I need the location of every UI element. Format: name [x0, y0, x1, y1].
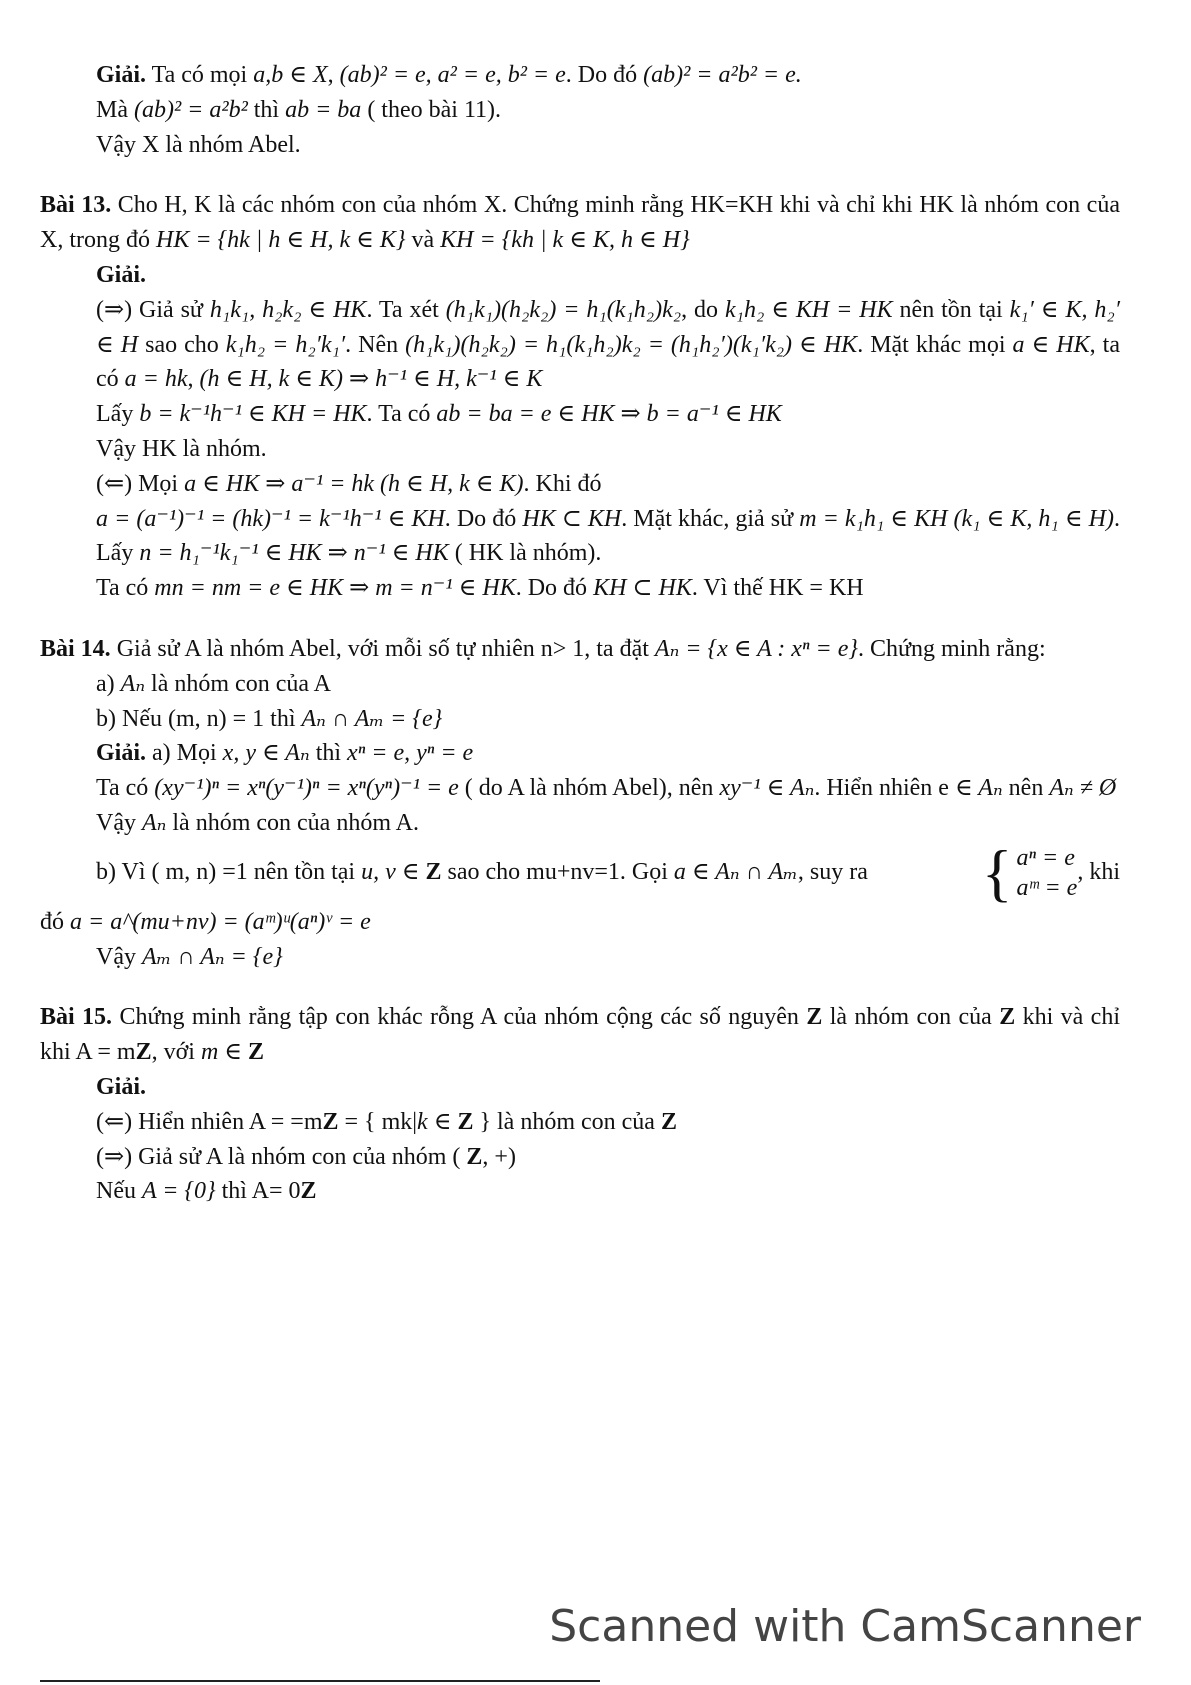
text-run: . Lấy: [96, 505, 1120, 567]
text-run: . Do đó: [515, 575, 594, 602]
text-run: Nếu: [96, 1178, 142, 1205]
bold-text: Giải.: [96, 1073, 147, 1100]
text-run: thì: [247, 96, 286, 123]
text-run: . Khi đó: [523, 470, 602, 497]
bold-text: Z: [999, 1004, 1016, 1031]
math-expression: HK = {hk | h ∈ H, k ∈ K}: [156, 227, 406, 254]
text-run: Lấy: [96, 401, 140, 428]
math-expression: ab = ba: [285, 96, 362, 123]
text-run: , +): [482, 1143, 516, 1170]
math-expression: Aₙ ∩ Aₘ = {e}: [301, 705, 443, 732]
math-expression: a ∈ Aₙ ∩ Aₘ: [673, 859, 798, 886]
text-run: thì: [309, 740, 348, 767]
system-line-tail: , khi: [1077, 859, 1120, 886]
text-run: Chứng minh rằng tập con khác rỗng A của nhóm cộng các số nguyên: [112, 1004, 807, 1031]
text-run: Ta có: [96, 575, 155, 602]
text-line: [40, 940, 1120, 975]
paragraph-gap: [40, 974, 1120, 1000]
text-line: [40, 632, 1120, 667]
text-run: nên: [1002, 775, 1050, 802]
text-run: = { mk|: [338, 1108, 418, 1135]
math-expression: (h₁k₁)(h₂k₂) = h₁(k₁h₂)k₂ = (h₁h₂′)(k₁′k₂) ∈ HK: [405, 331, 858, 358]
text-line: [40, 1105, 1120, 1140]
text-run: Giả sử A là nhóm Abel, với mỗi số tự nhiên n> 1, ta đặt: [110, 635, 655, 662]
text-run: . Mặt khác, giả sử: [621, 505, 800, 532]
math-expression: (ab)² = a²b² = e.: [643, 62, 802, 88]
text-run: và: [405, 227, 441, 254]
math-expression: HK ⊂ KH: [522, 505, 622, 532]
system-eq-1: aⁿ = e: [1016, 844, 1075, 871]
text-run: (⇐) Hiển nhiên A = =m: [96, 1108, 323, 1135]
text-line: [40, 397, 1120, 432]
text-run: (⇐) Mọi: [96, 470, 185, 497]
text-run: đó: [40, 908, 70, 935]
bold-text: Z: [322, 1108, 339, 1135]
text-run: sao cho: [138, 331, 226, 358]
system-eq-2: aᵐ = e: [1016, 874, 1078, 901]
math-expression: x, y ∈ Aₙ: [222, 740, 310, 767]
math-expression: KH = {kh | k ∈ K, h ∈ H}: [440, 227, 690, 254]
text-line: [40, 806, 1120, 841]
text-line: [40, 1000, 1120, 1070]
bold-text: Z: [660, 1108, 677, 1135]
text-run: , với: [151, 1039, 201, 1066]
text-run: . Ta xét: [366, 296, 446, 323]
system-line-text: [96, 855, 982, 890]
math-expression: Aₙ: [120, 670, 146, 697]
bold-text: Z: [135, 1039, 152, 1066]
math-expression: Aₘ ∩ Aₙ = {e}: [141, 943, 283, 970]
text-line: [40, 736, 1120, 771]
bold-text: Z: [466, 1143, 483, 1170]
math-expression: mn = nm = e ∈ HK ⇒ m = n⁻¹ ∈ HK: [154, 575, 516, 602]
text-run: , ta có: [96, 331, 1120, 393]
text-line: [40, 571, 1120, 606]
math-expression: (h₁k₁)(h₂k₂) = h₁(k₁h₂)k₂: [445, 296, 682, 323]
text-run: Vậy: [96, 809, 142, 836]
math-expression: Aₙ = {x ∈ A : xⁿ = e}: [654, 635, 858, 662]
text-line: [40, 128, 1120, 163]
math-expression: (ab)² = a²b²: [134, 96, 248, 123]
math-expression: k ∈: [417, 1108, 458, 1135]
text-line: [40, 293, 1120, 397]
text-run: là nhóm con của A: [145, 670, 331, 697]
bold-text: Giải.: [96, 261, 147, 288]
math-expression: (h ∈ H, k ∈ K) ⇒ h⁻¹ ∈ H, k⁻¹ ∈ K: [199, 366, 543, 393]
math-expression: b = k⁻¹h⁻¹ ∈ KH = HK: [139, 401, 367, 428]
text-run: khi và chỉ khi A = m: [40, 1004, 1120, 1066]
paragraph-gap: [40, 606, 1120, 632]
bold-text: Z: [806, 1004, 823, 1031]
text-line: [40, 58, 1120, 93]
math-expression: (k₁ ∈ K, h₁ ∈ H): [953, 505, 1114, 532]
text-line: [40, 188, 1120, 258]
text-run: ( theo bài 11).: [361, 96, 502, 123]
system-line: [40, 836, 1120, 908]
math-expression: a = hk: [124, 366, 188, 393]
text-run: . Do đó: [565, 62, 644, 88]
text-run: . Chứng minh rằng:: [857, 635, 1046, 662]
paragraph-gap: [40, 162, 1120, 188]
bottom-rule: [40, 1680, 600, 1682]
text-block-2: [40, 905, 1120, 1209]
text-run: sao cho mu+nv=1. Gọi: [441, 859, 674, 886]
text-line: [40, 258, 1120, 293]
text-run: ,: [187, 366, 200, 393]
text-run: Vậy: [96, 943, 142, 970]
text-block-1: [40, 58, 1120, 841]
text-run: . Hiển nhiên e: [814, 775, 955, 802]
text-run: (⇒) Giả sử A là nhóm con của nhóm (: [96, 1143, 467, 1170]
math-expression: k₁h₂ = h₂′k₁′: [225, 331, 346, 358]
text-run: ,: [327, 62, 340, 88]
text-line: [40, 93, 1120, 128]
document-body: [40, 58, 1120, 1209]
math-expression: k₁h₂ ∈ KH = HK: [724, 296, 893, 323]
math-expression: (xy⁻¹)ⁿ = xⁿ(y⁻¹)ⁿ = xⁿ(yⁿ)⁻¹ = e: [154, 775, 459, 802]
text-run: b) Vì ( m, n) =1 nên tồn tại: [96, 859, 362, 886]
math-expression: KH ⊂ HK: [593, 575, 692, 602]
math-expression: A = {0}: [141, 1178, 216, 1205]
equation-system: [981, 836, 1120, 908]
text-run: , suy ra: [797, 859, 868, 886]
math-expression: xy⁻¹ ∈ Aₙ: [719, 775, 815, 802]
text-line: [40, 1140, 1120, 1175]
text-run: , do: [681, 296, 725, 323]
text-run: . Do đó: [444, 505, 523, 532]
text-line: [40, 432, 1120, 467]
text-run: . Vì thế HK = KH: [691, 575, 864, 602]
text-run: Vậy HK là nhóm.: [96, 435, 267, 462]
bold-text: Bài 15.: [40, 1004, 113, 1031]
math-expression: ab = ba = e ∈ HK ⇒ b = a⁻¹ ∈ HK: [436, 401, 782, 428]
text-run: . Mặt khác mọi: [857, 331, 1013, 358]
text-line: [40, 1174, 1120, 1209]
text-run: Ta có mọi: [146, 62, 254, 88]
math-expression: a,b ∈ X: [253, 62, 328, 88]
math-expression: k₁′ ∈ K, h₂′ ∈ H: [96, 296, 1121, 358]
math-expression: h₁k₁, h₂k₂ ∈ HK: [209, 296, 367, 323]
math-expression: a = a^(mu+nv) = (aᵐ)ᵘ(aⁿ)ᵛ = e: [70, 908, 371, 935]
text-run: thì A= 0: [215, 1178, 301, 1205]
text-run: } là nhóm con của: [473, 1108, 661, 1135]
math-expression: m = k₁h₁ ∈ KH: [799, 505, 948, 532]
math-expression: Aₙ ≠ Ø: [1049, 775, 1117, 802]
text-run: Vậy X là nhóm Abel.: [96, 131, 301, 158]
math-expression: (ab)² = e, a² = e, b² = e: [339, 62, 566, 88]
text-line: [40, 702, 1120, 737]
bold-text: Bài 13.: [40, 192, 112, 219]
bold-text: Giải.: [96, 62, 147, 88]
text-run: ( do A là nhóm Abel), nên: [458, 775, 720, 802]
text-run: a): [96, 670, 121, 697]
bold-text: Z: [425, 859, 442, 886]
text-run: . Ta có: [366, 401, 437, 428]
text-line: [40, 771, 1120, 806]
math-expression: u, v ∈: [361, 859, 426, 886]
text-run: ( HK là nhóm).: [448, 540, 602, 567]
text-run: b) Nếu (m, n) = 1 thì: [96, 705, 302, 732]
text-line: [40, 1070, 1120, 1105]
text-run: . Nên: [345, 331, 406, 358]
math-expression: Aₙ: [141, 809, 167, 836]
text-line: [40, 667, 1120, 702]
bold-text: Bài 14.: [40, 635, 111, 662]
text-line: [40, 467, 1120, 502]
math-expression: m ∈: [200, 1039, 249, 1066]
text-run: Mà: [96, 96, 134, 123]
math-expression: ∈ Aₙ: [954, 775, 1003, 802]
bold-text: Z: [300, 1178, 317, 1205]
text-line: [40, 502, 1120, 572]
text-line: [40, 905, 1120, 940]
math-expression: a = (a⁻¹)⁻¹ = (hk)⁻¹ = k⁻¹h⁻¹ ∈ KH: [96, 505, 445, 532]
text-run: nên tồn tại: [892, 296, 1010, 323]
math-expression: xⁿ = e, yⁿ = e: [347, 740, 474, 767]
math-expression: a ∈ HK ⇒ a⁻¹ = hk (h ∈ H, k ∈ K): [184, 470, 524, 497]
text-run: (⇒) Giả sử: [96, 296, 210, 323]
bold-text: Z: [248, 1039, 265, 1066]
bold-text: Giải.: [96, 740, 147, 767]
text-run: a) Mọi: [146, 740, 223, 767]
text-run: Cho H, K là các nhóm con của nhóm X. Chứng minh rằng HK=KH khi và chỉ khi HK là nhóm con của X, trong đó: [40, 192, 1120, 254]
left-brace: {: [981, 836, 1013, 908]
bold-text: Z: [457, 1108, 474, 1135]
text-run: Ta có: [96, 775, 155, 802]
math-expression: a ∈ HK: [1012, 331, 1090, 358]
text-run: là nhóm con của: [822, 1004, 1000, 1031]
math-expression: n = h₁⁻¹k₁⁻¹ ∈ HK ⇒ n⁻¹ ∈ HK: [139, 540, 449, 567]
watermark-text: Scanned with CamScanner: [549, 1601, 1141, 1652]
text-run: là nhóm con của nhóm A.: [166, 809, 419, 836]
